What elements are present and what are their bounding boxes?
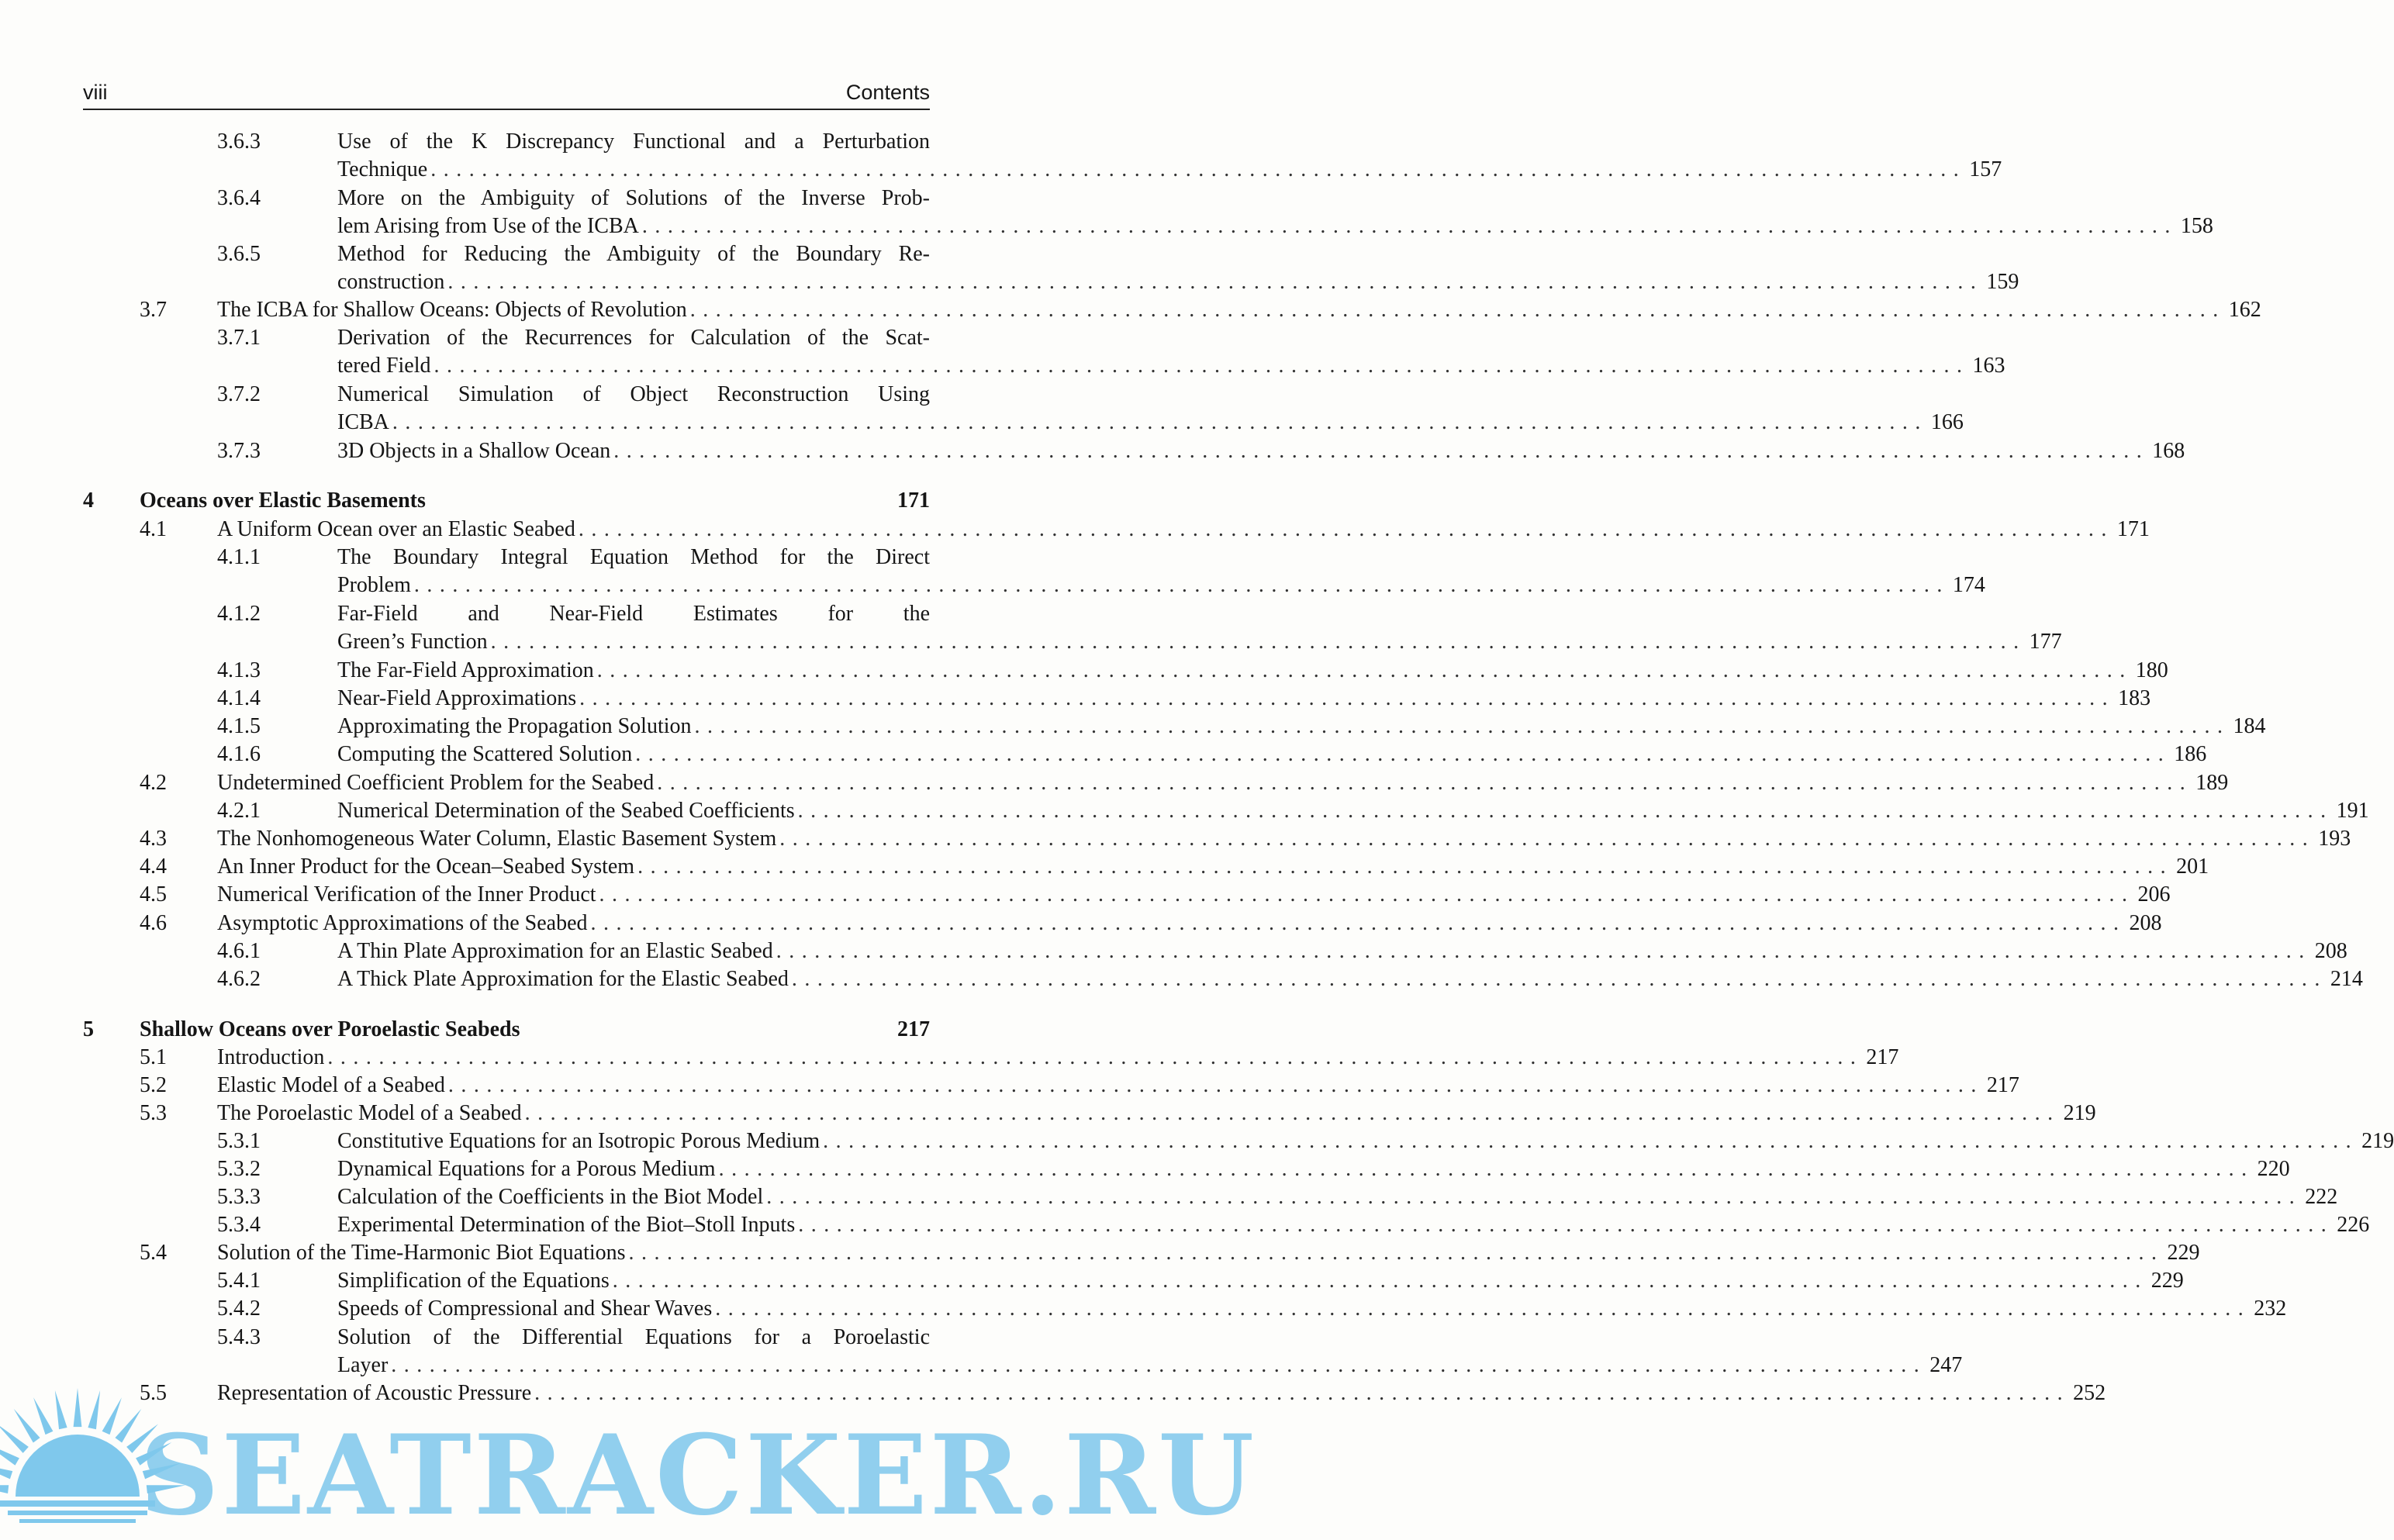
toc-page-number: 171 [2116,517,2150,541]
toc-entry[interactable] [217,853,2209,881]
toc-entry-title: Solution of the Time-Harmonic Biot Equations [217,1241,626,1265]
toc-entry-title: The Nonhomogeneous Water Column, Elastic Basement System [217,827,777,851]
page-number: viii [83,81,108,104]
toc-page-number: 219 [2063,1101,2096,1125]
toc-entry[interactable] [337,437,2185,465]
dot-leader: ........................................................................................................................ [392,410,1928,434]
toc-entry[interactable] [337,1183,2338,1211]
toc-entry[interactable] [337,571,1985,599]
toc-entry[interactable] [217,910,2162,937]
toc-entry[interactable] [337,713,2266,741]
toc-page-number: 158 [2180,214,2213,238]
dot-leader [426,487,897,515]
toc-entry-title: Simplification of the Equations [337,1269,610,1293]
dot-leader: ........................................................................................................................ [391,1353,1927,1377]
toc-page-number: 208 [2129,911,2162,935]
toc-page-number: 232 [2254,1297,2287,1321]
toc-entry[interactable] [217,1379,2106,1407]
toc-entry-title: Asymptotic Approximations of the Seabed [217,911,588,935]
toc-page-number: 189 [2195,771,2229,795]
toc-page-number: 219 [2361,1129,2394,1153]
dot-leader: ........................................................................................................................ [657,771,2193,795]
toc-entry[interactable] [337,212,2213,240]
dot-leader: ........................................................................................................................ [447,1073,1984,1097]
toc-entry[interactable] [140,487,930,515]
dot-leader: ........................................................................................................................ [798,1213,2334,1237]
toc-page-number: 191 [2336,799,2369,823]
toc-entry-title: Dynamical Equations for a Porous Medium [337,1157,716,1181]
dot-leader: ........................................................................................................................ [579,686,2116,710]
toc-entry[interactable] [337,268,2019,296]
toc-entry-title: tered Field [337,354,431,378]
dot-leader: ........................................................................................................................ [715,1297,2251,1321]
toc-page-number: 184 [2233,714,2266,738]
toc-entry-title: The ICBA for Shallow Oceans: Objects of Revolution [217,298,687,322]
toc-entry-title: Green’s Function [337,630,488,654]
toc-entry-line: Use of the K Discrepancy Functional and a Perturbation [337,129,930,154]
toc-entry[interactable] [337,1352,1963,1379]
toc-entry[interactable] [337,352,2005,380]
toc-entry-title: construction [337,270,445,294]
toc-entry-title: Shallow Oceans over Poroelastic Seabeds [140,1017,520,1041]
toc-page-number: 247 [1929,1353,1963,1377]
dot-leader: ........................................................................................................................ [689,298,2226,322]
toc-entry[interactable] [217,1100,2096,1127]
toc-entry[interactable] [337,156,2002,184]
toc-entry[interactable] [140,1016,930,1044]
toc-entry[interactable] [217,1044,1899,1072]
toc-entry-title: Approximating the Propagation Solution [337,714,692,738]
sun-ray [0,1424,29,1453]
dot-leader: ........................................................................................................................ [599,882,2135,906]
toc-entry[interactable] [337,741,2207,768]
toc-entry[interactable] [337,1155,2290,1183]
toc-entry-title: A Uniform Ocean over an Elastic Seabed [217,517,575,541]
toc-entry-title: Experimental Determination of the Biot–Stoll Inputs [337,1213,796,1237]
dot-leader: ........................................................................................................................ [413,573,1950,597]
toc-page-number: 163 [1972,354,2005,378]
toc-entry-title: Calculation of the Coefficients in the Biot Model [337,1185,764,1209]
toc-page-number: 174 [1952,573,1985,597]
toc-page-number: 217 [1986,1073,2019,1097]
dot-leader: ........................................................................................................................ [596,658,2133,682]
toc-page-number: 171 [897,489,930,513]
toc-entry-title: A Thick Plate Approximation for the Elastic Seabed [337,967,789,991]
dot-leader: ........................................................................................................................ [779,827,2316,851]
dot-leader: ........................................................................................................................ [613,439,2150,463]
toc-entry-title: lem Arising from Use of the ICBA [337,214,639,238]
dot-leader: ........................................................................................................................ [447,270,1984,294]
dot-leader: ........................................................................................................................ [430,157,1967,181]
toc-entry[interactable] [337,797,2369,825]
toc-entry[interactable] [337,628,2062,656]
dot-leader: ........................................................................................................................ [694,714,2230,738]
toc-entry[interactable] [337,685,2151,713]
toc-entry-title: A Thin Plate Approximation for an Elastic Seabed [337,939,773,963]
toc-entry[interactable] [217,825,2351,853]
toc-entry[interactable] [217,881,2171,909]
toc-entry-title: Near-Field Approximations [337,686,577,710]
sun-ray [0,1485,9,1493]
toc-entry-line: Derivation of the Recurrences for Calculation of the Scat- [337,326,930,350]
toc-entry[interactable] [337,1127,2394,1155]
toc-page-number: 206 [2137,882,2171,906]
toc-entry-title: Oceans over Elastic Basements [140,489,426,513]
toc-entry[interactable] [217,516,2150,544]
toc-entry-title: Undetermined Coefficient Problem for the Seabed [217,771,655,795]
dot-leader: ........................................................................................................................ [628,1241,2164,1265]
toc-entry-title: Layer [337,1353,389,1377]
dot-leader: ........................................................................................................................ [434,354,1970,378]
dot-leader: ........................................................................................................................ [776,939,2312,963]
toc-entry-title: ICBA [337,410,389,434]
toc-entry[interactable] [337,1211,2370,1239]
dot-leader: ........................................................................................................................ [797,799,2334,823]
toc-page-number: 177 [2029,630,2062,654]
dot-leader: ........................................................................................................................ [534,1381,2071,1405]
toc-entry[interactable] [217,1072,2019,1100]
dot-leader: ........................................................................................................................ [490,630,2026,654]
toc-entry-title: Numerical Determination of the Seabed Coefficients [337,799,795,823]
toc-entry-title: Problem [337,573,411,597]
dot-leader: ........................................................................................................................ [823,1129,2359,1153]
toc-page-number: 229 [2150,1269,2184,1293]
sun-ray [0,1442,19,1466]
dot-leader: ........................................................................................................................ [578,517,2114,541]
toc-page-number: 193 [2318,827,2351,851]
toc-entry[interactable] [337,657,2168,685]
toc-page-number: 226 [2337,1213,2370,1237]
dot-leader: ........................................................................................................................ [718,1157,2254,1181]
dot-leader: ........................................................................................................................ [766,1185,2302,1209]
toc-entry-title: An Inner Product for the Ocean–Seabed System [217,855,635,879]
toc-entry[interactable] [337,1295,2287,1323]
toc-entry-title: Introduction [217,1045,325,1069]
toc-entry-line: More on the Ambiguity of Solutions of the Inverse Prob- [337,186,930,210]
toc-page-number: 180 [2135,658,2168,682]
dot-leader: ........................................................................................................................ [641,214,2178,238]
toc-page-number: 217 [897,1017,930,1041]
toc-entry[interactable] [217,1239,2200,1267]
toc-page-number: 214 [2330,967,2363,991]
dot-leader: ........................................................................................................................ [635,742,2171,766]
dot-leader: ........................................................................................................................ [637,855,2174,879]
toc-page-number: 252 [2073,1381,2106,1405]
toc-page-number: 229 [2167,1241,2200,1265]
toc-page-number: 222 [2305,1185,2338,1209]
toc-page-number: 220 [2257,1157,2290,1181]
toc-page-number: 186 [2174,742,2207,766]
dot-leader [520,1016,897,1044]
dot-leader: ........................................................................................................................ [590,911,2126,935]
dot-leader: ........................................................................................................................ [524,1101,2061,1125]
toc-entry-title: The Far-Field Approximation [337,658,594,682]
toc-entry[interactable] [217,296,2261,324]
toc-entry-line: Method for Reducing the Ambiguity of the Boundary Re- [337,242,930,266]
toc-page-number: 183 [2118,686,2151,710]
table-of-contents: 3.6.3 Use of the K Discrepancy Functional and a Perturbation Technique ........................................................................................................................ 157 3.6.4 More on the Ambiguity of Solutions of the Inverse Prob- lem Arising from Use of the ICBA ........................................................................................................................ 158 3.6.5 Method for Reducing the Ambiguity of the Boundary Re- construction ........................................................................................................................ 159 3.7 The ICBA for Shallow Oceans: Objects of Revolution ........................................................................................................................ 162 3.7.1 Derivation of the Recurrences for Calculation of the Scat- tered Field ........................................................................................................................ 163 3.7.2 Numerical Simulation of Object Reconstruction Using ICBA ........................................................................................................................ 166 3.7.3 3D Objects in a Shallow Ocean ........................................................................................................................ 168 4 Oceans over Elastic Basements 171 4.1 A Uniform Ocean over an Elastic Seabed ........................................................................................................................ 171 4.1.1 The Boundary Integral Equation Method for the Direct Problem ........................................................................................................................ 174 4.1.2 Far-Field and Near-Field Estimates for the Green’s Function ........................................................................................................................ 177 4.1.3 The Far-Field Approximation ........................................................................................................................ 180 4.1.4 Near-Field Approximations ........................................................................................................................ 183 4.1.5 Approximating the Propagation Solution ........................................................................................................................ 184 4.1.6 Computing the Scattered Solution ........................................................................................................................ 186 4.2 Undetermined Coefficient Problem for the Seabed ........................................................................................................................ 189 4.2.1 Numerical Determination of the Seabed Coefficients ........................................................................................................................ 191 4.3 The Nonhomogeneous Water Column, Elastic Basement System ........................................................................................................................ 193 4.4 An Inner Product for the Ocean–Seabed System ........................................................................................................................ 201 4.5 Numerical Verification of the Inner Product ........................................................................................................................ 206 4.6 Asymptotic Approximations of the Seabed ........................................................................................................................ 208 4.6.1 A Thin Plate Approximation for an Elastic Seabed ........................................................................................................................ 208 4.6.2 A Thick Plate Approximation for the Elastic Seabed ........................................................................................................................ 214 5 Shallow Oceans over Poroelastic Seabeds 217 5.1 Introduction ........................................................................................................................ 217 5.2 Elastic Model of a Seabed ........................................................................................................................ 217 5.3 The Poroelastic Model of a Seabed ........................................................................................................................ 219 5.3.1 Constitutive Equations for an Isotropic Porous Medium ........................................................................................................................ 219 5.3.2 Dynamical Equations for a Porous Medium ........................................................................................................................ 220 5.3.3 Calculation of the Coefficients in the Biot Model ........................................................................................................................ 222 5.3.4 Experimental Determination of the Biot–Stoll Inputs ........................................................................................................................ 226 5.4 Solution of the Time-Harmonic Biot Equations ........................................................................................................................ 229 5.4.1 Simplification of the Equations ........................................................................................................................ 229 5.4.2 Speeds of Compressional and Shear Waves ........................................................................................................................ 232 5.4.3 Solution of the Differential Equations for a Poroelastic Layer ........................................................................................................................ 247 5.5 Representation of Acoustic Pressure ........................................................................................................................ 252 [0,0,1016,1531]
toc-page-number: 162 [2228,298,2261,322]
toc-entry[interactable] [337,937,2347,965]
toc-entry-title: Speeds of Compressional and Shear Waves [337,1297,713,1321]
toc-page-number: 157 [1969,157,2002,181]
toc-entry-title: Constitutive Equations for an Isotropic Porous Medium [337,1129,820,1153]
toc-entry[interactable] [337,965,2363,993]
toc-page-number: 217 [1866,1045,1899,1069]
toc-entry[interactable] [337,1267,2184,1295]
dot-leader: ........................................................................................................................ [612,1269,2148,1293]
dot-leader: ........................................................................................................................ [791,967,2327,991]
toc-entry-line: The Boundary Integral Equation Method for the Direct [337,545,930,569]
toc-entry-line: Solution of the Differential Equations for a Poroelastic [337,1325,930,1349]
toc-entry-title: 3D Objects in a Shallow Ocean [337,439,611,463]
toc-page-number: 159 [1986,270,2019,294]
toc-entry-title: Computing the Scattered Solution [337,742,633,766]
toc-entry-title: Technique [337,157,428,181]
toc-entry-line: Far-Field and Near-Field Estimates for the [337,602,930,626]
toc-page-number: 201 [2176,855,2209,879]
toc-entry-title: Representation of Acoustic Pressure [217,1381,532,1405]
toc-entry[interactable] [337,409,1964,437]
toc-entry-title: Numerical Verification of the Inner Product [217,882,596,906]
toc-entry[interactable] [217,769,2229,797]
toc-page-number: 208 [2314,939,2347,963]
running-title: Contents [845,81,930,104]
sun-ray [0,1463,12,1480]
toc-page-number: 168 [2152,439,2185,463]
toc-entry-title: The Poroelastic Model of a Seabed [217,1101,522,1125]
watermark-text: SEATRACKER.RU [140,1411,1257,1540]
toc-entry-line: Numerical Simulation of Object Reconstruction Using [337,382,930,406]
dot-leader: ........................................................................................................................ [327,1045,1864,1069]
toc-entry-title: Elastic Model of a Seabed [217,1073,445,1097]
toc-page-number: 166 [1930,410,1964,434]
